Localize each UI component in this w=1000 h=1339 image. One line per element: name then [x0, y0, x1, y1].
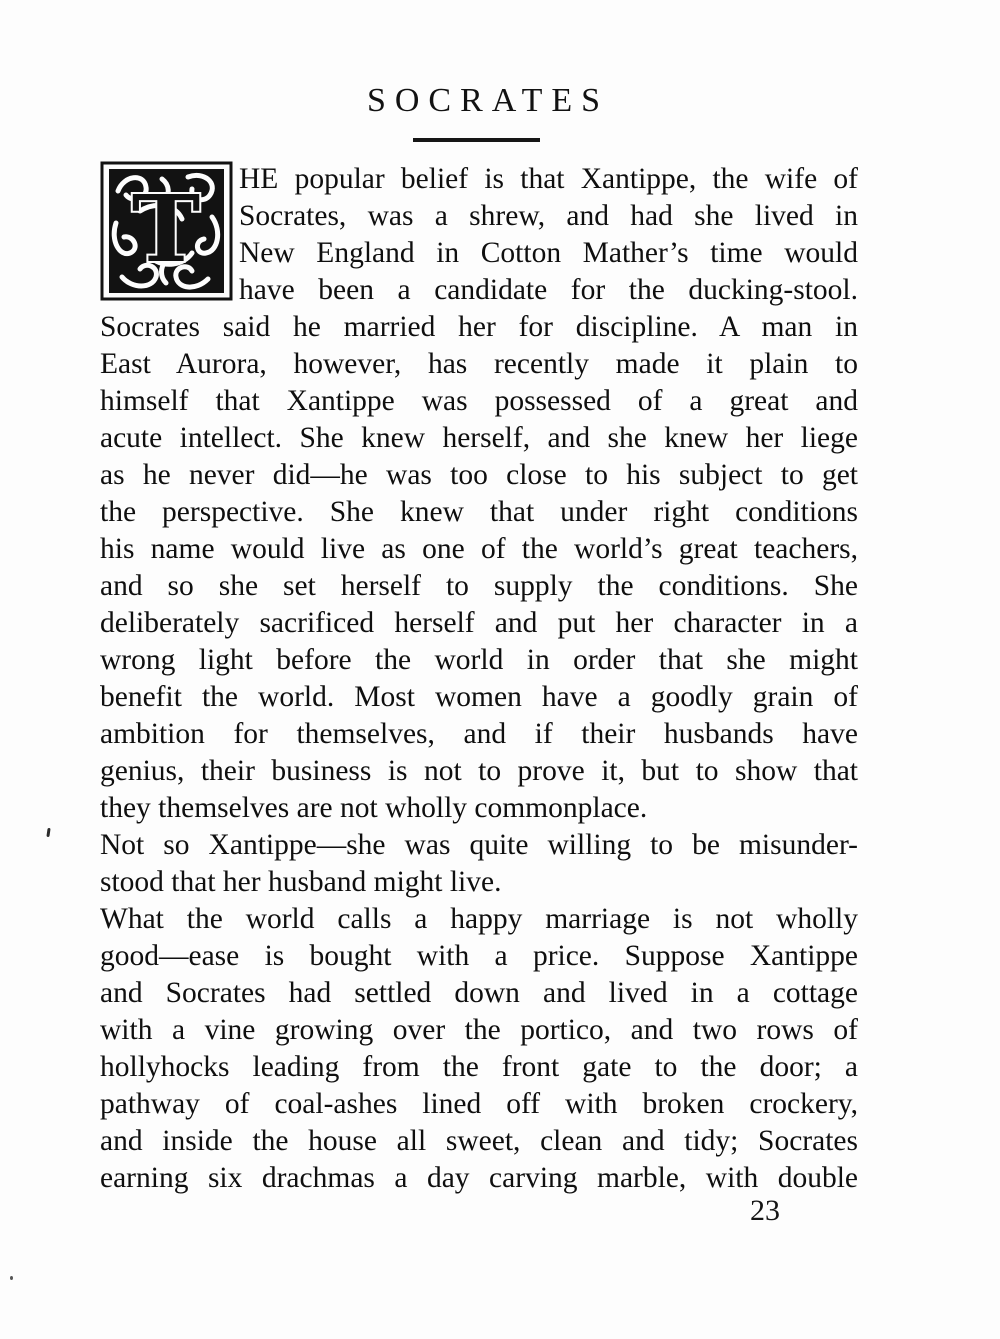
text-line: Socrates said he married her for discipline. A man in [100, 311, 858, 343]
text-line: ambition for themselves, and if their husbands have [100, 718, 858, 750]
text-line: acute intellect. She knew herself, and she knew her liege [100, 422, 858, 454]
text-line: pathway of coal-ashes lined off with broken crockery, [100, 1088, 858, 1120]
text-line: himself that Xantippe was possessed of a great and [100, 385, 858, 417]
text-line: have been a candidate for the ducking-stool. [239, 274, 858, 306]
text-line: and Socrates had settled down and lived in a cottage [100, 977, 858, 1009]
paragraph [100, 901, 858, 1197]
paragraph [100, 827, 858, 901]
text-line: and inside the house all sweet, clean and tidy; Socrates [100, 1125, 858, 1157]
text-line: New England in Cotton Mather’s time would [239, 237, 858, 269]
scan-artifact-dot [10, 1276, 13, 1280]
text-line: hollyhocks leading from the front gate to the door; a [100, 1051, 858, 1083]
text-line: they themselves are not wholly commonplace. [100, 792, 648, 824]
title-rule [413, 138, 540, 142]
text-line: East Aurora, however, has recently made it plain to [100, 348, 858, 380]
text-line: HE popular belief is that Xantippe, the wife of [239, 163, 858, 195]
text-line: stood that her husband might live. [100, 866, 502, 898]
text-line: and so she set herself to supply the conditions. She [100, 570, 858, 602]
text-line: Not so Xantippe—she was quite willing to be misunder- [100, 829, 858, 861]
text-line: genius, their business is not to prove it, but to show that [100, 755, 858, 787]
text-line: benefit the world. Most women have a goodly grain of [100, 681, 858, 713]
drop-cap-letter: T [131, 175, 201, 283]
page-title: SOCRATES [366, 82, 610, 119]
scan-artifact-mark [46, 828, 50, 837]
page-number: 23 [750, 1194, 780, 1227]
text-line: What the world calls a happy marriage is not wholly [100, 903, 858, 935]
text-line: with a vine growing over the portico, and two rows of [100, 1014, 858, 1046]
text-line: as he never did—he was too close to his subject to get [100, 459, 858, 491]
text-line: deliberately sacrificed herself and put her character in a [100, 607, 858, 639]
text-line: good—ease is bought with a price. Suppose Xantippe [100, 940, 858, 972]
text-line: earning six drachmas a day carving marble, with double [100, 1162, 858, 1194]
text-line: Socrates, was a shrew, and had she lived in [239, 200, 858, 232]
text-line: his name would live as one of the world’s great teachers, [100, 533, 858, 565]
text-line: the perspective. She knew that under right conditions [100, 496, 858, 528]
drop-cap-ornament [100, 161, 233, 301]
text-line: wrong light before the world in order that she might [100, 644, 858, 676]
text-block [100, 161, 858, 1197]
